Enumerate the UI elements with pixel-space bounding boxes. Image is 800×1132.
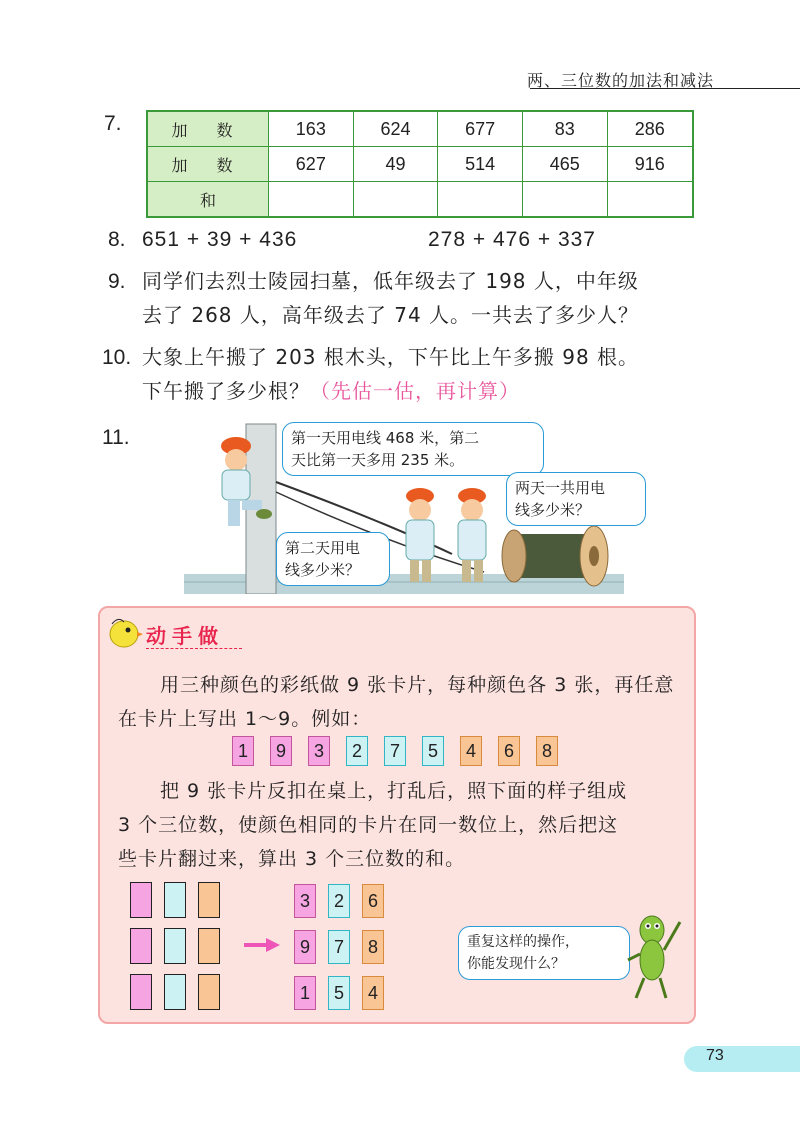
table-cell: 916: [607, 147, 693, 182]
activity-paragraph-2-line-3: 些卡片翻过来，算出 3 个三位数的和。: [118, 848, 466, 870]
question-9-line-2: 去了 268 人，高年级去了 74 人。一共去了多少人？: [142, 303, 640, 327]
table-cell: 624: [353, 111, 438, 147]
speech-bubble-second-day: [276, 532, 390, 586]
page-number-tab: [684, 1046, 800, 1072]
estimate-hint: （先估一估，再计算）: [310, 379, 520, 403]
blank-card: [198, 928, 220, 964]
bubble-line: 第一天用电线 468 米，第二: [291, 429, 480, 447]
bubble-line: 线多少米？: [515, 501, 591, 519]
bubble-line: 第二天用电: [285, 539, 361, 557]
chapter-title: 两、三位数的加法和减法: [526, 71, 714, 90]
sum-cell[interactable]: [353, 182, 438, 218]
number-card: 8: [536, 736, 558, 766]
question-9-line-1: 同学们去烈士陵园扫墓，低年级去了 198 人，中年级: [142, 269, 639, 293]
page-number: 73: [706, 1047, 724, 1064]
row-label: 加 数: [147, 111, 269, 147]
addition-table: [146, 110, 694, 218]
speech-bubble-total: [506, 472, 646, 526]
blank-card: [198, 882, 220, 918]
number-card: 1: [232, 736, 254, 766]
blank-card: [164, 882, 186, 918]
table-cell: 286: [607, 111, 693, 147]
blank-card-grid: [130, 882, 230, 1012]
result-card-grid: [294, 882, 394, 1012]
question-10-line-2: 下午搬了多少根？: [142, 379, 310, 403]
number-card: 4: [460, 736, 482, 766]
blank-card: [164, 928, 186, 964]
question-10-number: 10.: [102, 346, 132, 369]
speech-bubble-first-day: [282, 422, 544, 476]
number-card: 2: [346, 736, 368, 766]
bubble-line: 天比第一天多用 235 米。: [291, 451, 465, 469]
question-7-number: 7.: [104, 112, 122, 135]
bubble-line: 重复这样的操作，: [467, 934, 579, 950]
blank-card: [130, 928, 152, 964]
blank-card: [198, 974, 220, 1010]
cable-spool-icon: [502, 526, 608, 586]
question-9-number: 9.: [108, 270, 126, 293]
question-10-line-1: 大象上午搬了 203 根木头，下午比上午多搬 98 根。: [142, 345, 640, 369]
sum-cell[interactable]: [522, 182, 607, 218]
table-row: [147, 111, 693, 147]
bubble-line: 你能发现什么？: [467, 956, 565, 972]
row-label: 加 数: [147, 147, 269, 182]
number-card: 5: [328, 976, 350, 1010]
blank-card: [164, 974, 186, 1010]
table-cell: 163: [269, 111, 354, 147]
number-card: 3: [308, 736, 330, 766]
question-8-number: 8.: [108, 228, 126, 251]
chick-icon: [104, 612, 144, 652]
table-cell: 514: [438, 147, 523, 182]
speech-bubble-discover: [458, 926, 630, 980]
header-rule: [530, 88, 800, 89]
number-card: 7: [384, 736, 406, 766]
sum-cell[interactable]: [607, 182, 693, 218]
activity-paragraph-2-line-2: 3 个三位数，使颜色相同的卡片在同一数位上，然后把这: [118, 814, 619, 836]
table-cell: 83: [522, 111, 607, 147]
question-10-line-2-wrap: [142, 374, 520, 408]
right-arrow-icon: [244, 938, 280, 952]
number-card: 8: [362, 930, 384, 964]
table-row: [147, 147, 693, 182]
expression-1: 651 + 39 + 436: [142, 228, 298, 251]
table-cell: 49: [353, 147, 438, 182]
blank-card: [130, 974, 152, 1010]
table-row: [147, 182, 693, 218]
number-card: 7: [328, 930, 350, 964]
number-card: 6: [498, 736, 520, 766]
table-cell: 627: [269, 147, 354, 182]
grasshopper-mascot-icon: [622, 910, 684, 1002]
number-card: 1: [294, 976, 316, 1010]
table-cell: 465: [522, 147, 607, 182]
bubble-line: 两天一共用电: [515, 479, 606, 497]
number-card: 3: [294, 884, 316, 918]
activity-title: 动手做: [146, 624, 224, 648]
number-card: 2: [328, 884, 350, 918]
title-underline: [146, 648, 242, 649]
number-card: 9: [294, 930, 316, 964]
sum-cell[interactable]: [438, 182, 523, 218]
number-card: 6: [362, 884, 384, 918]
row-label: 和: [147, 182, 269, 218]
example-cards: [232, 736, 562, 768]
activity-paragraph-1-line-1: 用三种颜色的彩纸做 9 张卡片，每种颜色各 3 张，再任意: [160, 674, 675, 696]
table-cell: 677: [438, 111, 523, 147]
number-card: 9: [270, 736, 292, 766]
activity-paragraph-1-line-2: 在卡片上写出 1～9。例如：: [118, 708, 372, 730]
bubble-line: 线多少米？: [285, 561, 361, 579]
number-card: 4: [362, 976, 384, 1010]
blank-card: [130, 882, 152, 918]
sum-cell[interactable]: [269, 182, 354, 218]
number-card: 5: [422, 736, 444, 766]
question-11-number: 11.: [102, 426, 130, 449]
expression-2: 278 + 476 + 337: [428, 228, 596, 251]
activity-paragraph-2-line-1: 把 9 张卡片反扣在桌上，打乱后，照下面的样子组成: [160, 780, 628, 802]
